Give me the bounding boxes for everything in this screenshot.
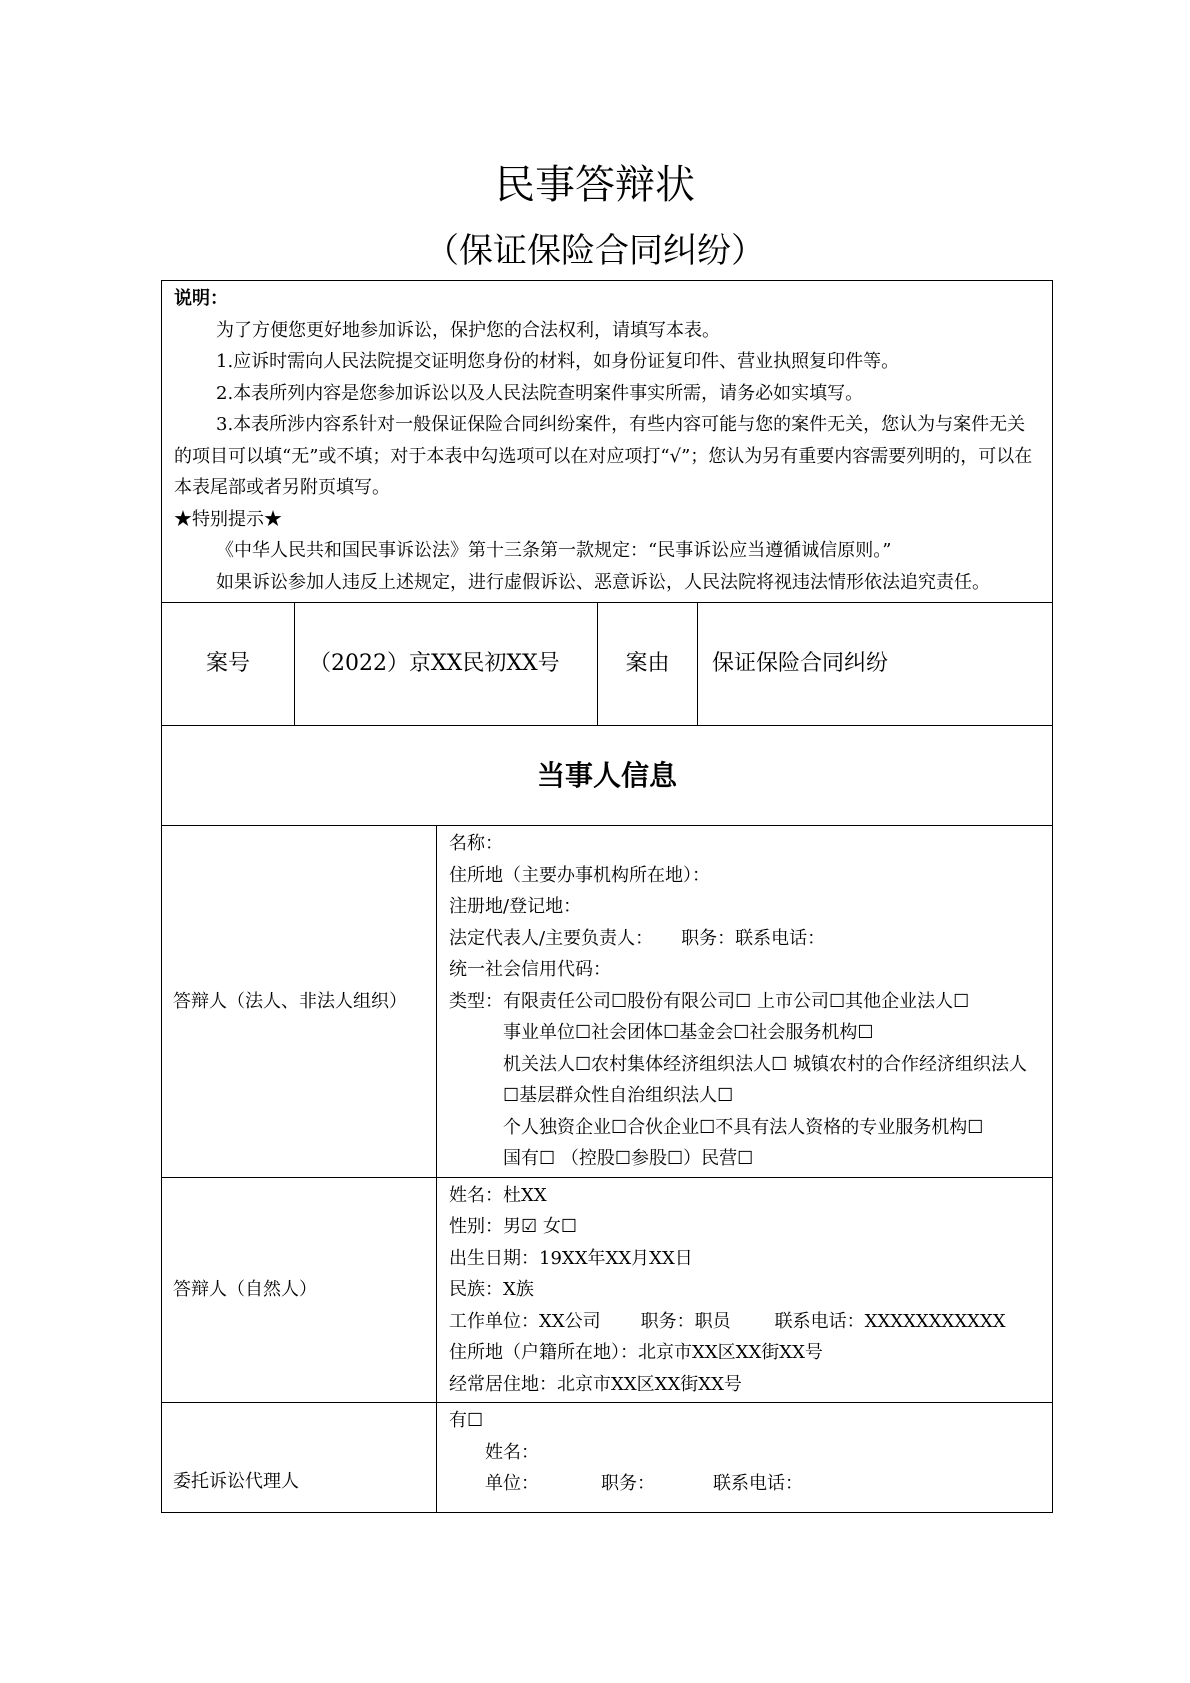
person-position-field[interactable]: 职务：职员 xyxy=(640,1310,731,1332)
instructions-cell xyxy=(162,281,1053,603)
party-info-section xyxy=(162,726,1053,826)
notes-intro: 为了方便您更好地参加诉讼，保护您的合法权利，请填写本表。 xyxy=(216,319,720,341)
case-cause-value: 保证保险合同纠纷 xyxy=(698,603,1053,726)
person-work-unit-field[interactable]: 工作单位：XX公司 xyxy=(449,1310,601,1332)
case-number-label: 案号 xyxy=(162,603,295,726)
case-row xyxy=(162,603,1053,726)
law-quote: 《中华人民共和国民事诉讼法》第十三条第一款规定：“民事诉讼应当遵循诚信原则。” xyxy=(216,540,892,561)
agent-label: 委托诉讼代理人 xyxy=(162,1403,437,1513)
agent-details xyxy=(437,1403,1053,1513)
person-ethnicity-field[interactable]: 民族：X族 xyxy=(449,1279,534,1300)
org-position-phone-field[interactable]: 职务：联系电话： xyxy=(681,927,826,949)
org-type-line-5[interactable]: 个人独资企业☐合伙企业☐不具有法人资格的专业服务机构☐ xyxy=(503,1116,984,1138)
org-type-line-6[interactable]: 国有☐ （控股☐参股☐）民营☐ xyxy=(503,1148,754,1169)
org-registered-field[interactable]: 注册地/登记地： xyxy=(449,896,582,917)
section-title: 当事人信息 xyxy=(162,726,1053,826)
notes-item-2: 2.本表所列内容是您参加诉讼以及人民法院查明案件事实所需，请务必如实填写。 xyxy=(216,382,864,404)
agent-phone-field[interactable]: 联系电话： xyxy=(713,1473,803,1494)
org-rep-line xyxy=(449,923,1044,955)
org-defendant-label: 答辩人（法人、非法人组织） xyxy=(162,826,437,1178)
org-type-line-3[interactable]: 机关法人☐农村集体经济组织法人☐ 城镇农村的合作经济组织法人 xyxy=(503,1053,1027,1075)
document-title: 民事答辩状 xyxy=(495,162,695,208)
person-defendant-label: 答辩人（自然人） xyxy=(162,1177,437,1403)
agent-unit-field[interactable]: 单位： xyxy=(485,1473,539,1494)
case-number-value: （2022）京XX民初XX号 xyxy=(295,603,598,726)
person-phone-field[interactable]: 联系电话：XXXXXXXXXXX xyxy=(774,1310,1006,1332)
notes-heading: 说明： xyxy=(174,288,228,309)
agent-unit-line xyxy=(449,1468,1044,1500)
person-name-field[interactable]: 姓名：杜XX xyxy=(449,1184,547,1206)
defense-form-table xyxy=(161,280,1053,1513)
agent-name-field[interactable]: 姓名： xyxy=(485,1441,539,1463)
agent-position-field[interactable]: 职务： xyxy=(601,1473,655,1494)
org-credit-code-field[interactable]: 统一社会信用代码： xyxy=(449,959,611,980)
notes-item-3: 3.本表所涉内容系针对一般保证保险合同纠纷案件，有些内容可能与您的案件无关，您认为与案件无关的项目可以填“无”或不填；对于本表中勾选项可以在对应项打“√”；您认为另有重要内容需要列明的，可以在本表尾部或者另附页填写。 xyxy=(174,414,1033,498)
org-rep-field[interactable]: 法定代表人/主要负责人： xyxy=(449,927,654,949)
person-gender-field[interactable]: 性别：男☑ 女☐ xyxy=(449,1216,577,1237)
person-birth-field[interactable]: 出生日期：19XX年XX月XX日 xyxy=(449,1247,693,1269)
org-type-options-1[interactable]: 有限责任公司☐股份有限公司☐ 上市公司☐其他企业法人☐ xyxy=(503,990,970,1012)
document-subtitle: （保证保险合同纠纷） xyxy=(425,231,765,271)
person-defendant-details xyxy=(437,1177,1053,1403)
case-cause-label: 案由 xyxy=(598,603,698,726)
org-type-line-1[interactable] xyxy=(449,986,1044,1018)
warning-text: 如果诉讼参加人违反上述规定，进行虚假诉讼、恶意诉讼，人民法院将视违法情形依法追究责任。 xyxy=(216,571,990,593)
org-type-label: 类型： xyxy=(449,990,503,1012)
agent-has-checkbox[interactable]: 有☐ xyxy=(449,1410,484,1431)
org-defendant-details xyxy=(437,826,1053,1178)
person-defendant-row xyxy=(162,1177,1053,1403)
person-residence-field[interactable]: 经常居住地：北京市XX区XX街XX号 xyxy=(449,1373,742,1395)
org-type-line-4[interactable]: ☐基层群众性自治组织法人☐ xyxy=(503,1085,734,1106)
person-work-line xyxy=(449,1306,1044,1338)
org-name-field[interactable]: 名称： xyxy=(449,833,503,854)
org-defendant-row xyxy=(162,826,1053,1178)
notes-row xyxy=(162,281,1053,603)
agent-row xyxy=(162,1403,1053,1513)
notes-item-1: 1.应诉时需向人民法院提交证明您身份的材料，如身份证复印件、营业执照复印件等。 xyxy=(216,351,900,372)
person-domicile-field[interactable]: 住所地（户籍所在地）：北京市XX区XX街XX号 xyxy=(449,1342,823,1363)
org-type-line-2[interactable]: 事业单位☐社会团体☐基金会☐社会服务机构☐ xyxy=(503,1022,874,1043)
org-address-field[interactable]: 住所地（主要办事机构所在地）： xyxy=(449,864,710,886)
special-notice-heading: ★特别提示★ xyxy=(174,508,282,530)
